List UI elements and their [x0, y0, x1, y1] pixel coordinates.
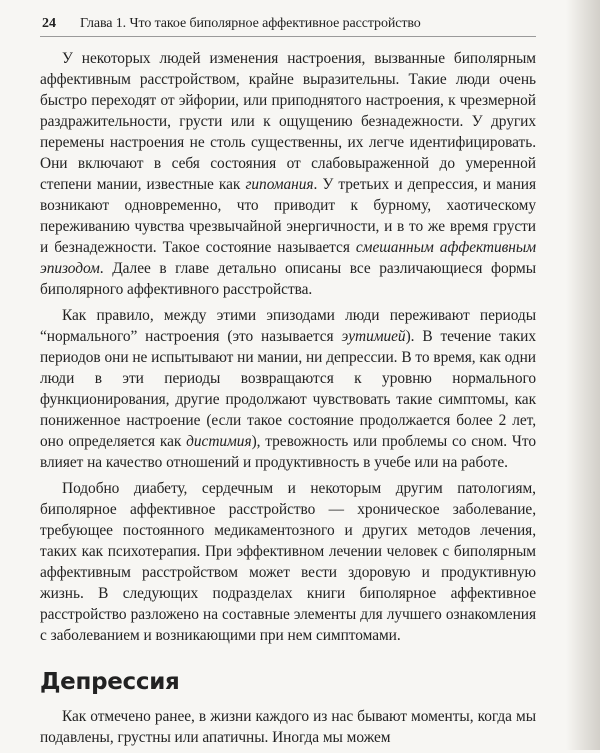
running-header — [40, 12, 536, 37]
text-run: ). В течение таких периодов они не испытывают ни мании, ни депрессии. В то время, как одни люди в эти периоды возвращаются к уровню нормального функционирования, другие продолжают чувствовать такие симптомы, как пониженное настроение (если такое состояние продолжается более 2 лет, оно определяется как — [40, 328, 536, 450]
text-run: . Далее в главе детально описаны все различающиеся формы биполярного аффективного расстройства. — [40, 260, 536, 298]
page-number: 24 — [42, 16, 56, 31]
body-paragraph — [40, 305, 536, 473]
body-paragraph — [40, 48, 536, 300]
term-euthymia: эутимией — [341, 328, 406, 345]
text-run: . У третьих и депрессия, и мания возникают одновременно, что приводит к бурному, хаотическому переживанию чувства чрезвычайной энергичности, и в то же время грусти и безнадежности. Такое состояние называется — [40, 176, 536, 256]
text-run: Как правило, между этими эпизодами люди переживают периоды “нормального” настроения (это называется — [40, 307, 536, 345]
section-paragraph: Как отмечено ранее, в жизни каждого из нас бывают моменты, когда мы подавлены, грустны или апатичны. Иногда мы можем — [40, 708, 536, 746]
scan-page-edge-shadow — [566, 0, 600, 750]
term-dysthymia: дистимия — [186, 433, 252, 450]
book-page — [40, 12, 536, 753]
chapter-title: Глава 1. Что такое биполярное аффективное расстройство — [80, 16, 421, 31]
text-run: У некоторых людей изменения настроения, вызванные биполярным аффективным расстройством, крайне выразительны. Такие люди очень быстро переходят от эйфории, или приподнятого настроения, к чрезмерной раздражительности, грусти или к ощущению безнадежности. У других перемены настроения не столь существенны, их легче идентифицировать. Они включают в себя состояния от слабовыраженной до умеренной степени мании, известные как — [40, 50, 536, 193]
body-paragraph — [40, 478, 536, 646]
text-run: ), тревожность или проблемы со сном. Что влияет на качество отношений и продуктивность в учебе или на работе. — [40, 433, 536, 471]
term-mixed-episode: смешанным аффективным эпизодом — [40, 239, 536, 277]
section-heading: Депрессия — [40, 669, 180, 695]
term-hypomania: гипомания — [245, 176, 314, 193]
text-run: Подобно диабету, сердечным и некоторым другим патологиям, биполярное аффективное расстройство — хроническое заболевание, требующее постоянного медикаментозного и других методов лечения, таких как психотерапия. При эффективном лечении человек с биполярным аффективным расстройством может вести здоровую и продуктивную жизнь. В следующих подразделах книги биполярное аффективное расстройство разложено на составные элементы для лучшего ознакомления с заболеванием и возникающими при нем симптомами. — [40, 480, 536, 644]
